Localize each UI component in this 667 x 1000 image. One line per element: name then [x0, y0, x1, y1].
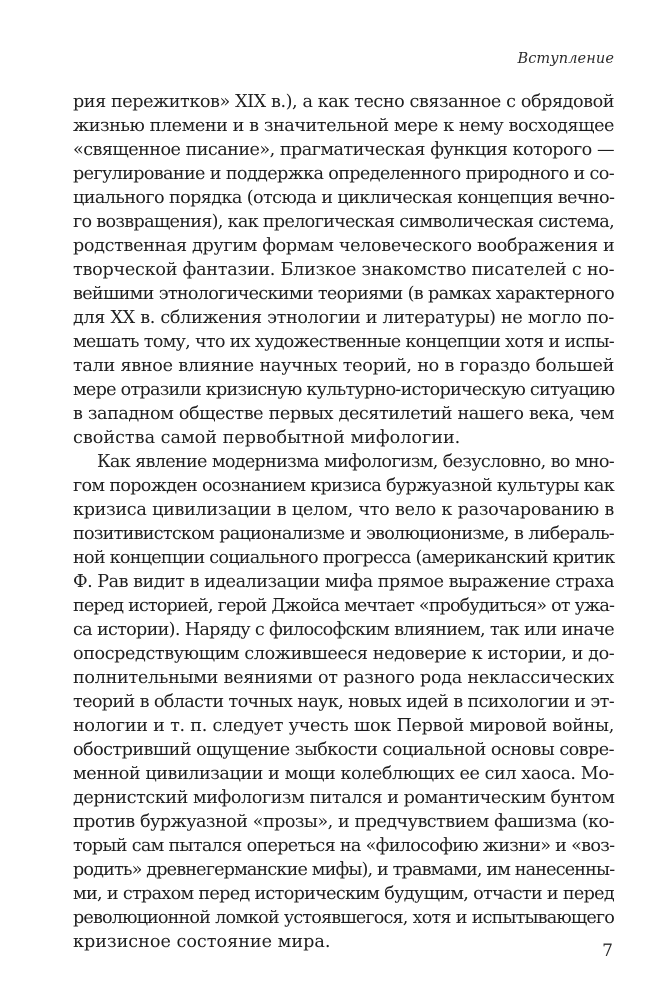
text-line: торый сам пытался опереться на «философию жизни» и «воз-	[73, 836, 615, 856]
text-line: ной концепции социального прогресса (американский критик	[73, 548, 615, 568]
text-line: свойства самой первобытной мифологии.	[73, 428, 461, 448]
text-line: циального порядка (отсюда и циклическая концепция вечно-	[73, 188, 615, 208]
text-line: са истории). Наряду с философским влиянием, так или иначе	[73, 620, 614, 640]
text-line: менной цивилизации и мощи колеблющих ее сил хаоса. Мо-	[73, 764, 614, 784]
paragraph-1	[73, 90, 614, 450]
text-line: го возвращения), как прелогическая символическая система,	[73, 212, 614, 232]
text-line: вейшими этнологическими теориями (в рамках характерного	[73, 284, 614, 304]
text-line: опосредствующим сложившееся недоверие к истории, и до-	[73, 644, 615, 664]
text-line: кризиса цивилизации в целом, что вело к разочарованию в	[73, 500, 614, 520]
text-line: регулирование и поддержка определенного природного и со-	[73, 164, 614, 184]
text-line: позитивистском рационализме и эволюционизме, в либераль-	[73, 524, 614, 544]
body-text	[73, 90, 614, 954]
text-line: тали явное влияние научных теорий, но в гораздо большей	[73, 356, 614, 376]
text-line: дернистский мифологизм питался и романтическим бунтом	[73, 788, 615, 808]
page-number: 7	[602, 941, 613, 961]
text-line: Как явление модернизма мифологизм, безусловно, во мно-	[97, 452, 614, 472]
running-head-title: Вступление	[517, 51, 614, 67]
text-line: полнительными веяниями от разного рода неклассических	[73, 668, 614, 688]
text-line: родить» древнегерманские мифы), и травмами, им нанесенны-	[73, 860, 615, 880]
text-line: в западном обществе первых десятилетий нашего века, чем	[73, 404, 614, 424]
text-line: для XX в. сближения этнологии и литературы) не могло по-	[73, 308, 614, 328]
text-line: жизнью племени и в значительной мере к нему восходящее	[73, 116, 614, 136]
text-line: мешать тому, что их художественные концепции хотя и испы-	[73, 332, 614, 352]
text-line: Ф. Рав видит в идеализации мифа прямое выражение страха	[73, 572, 615, 592]
text-line: перед историей, герой Джойса мечтает «пробудиться» от ужа-	[73, 596, 614, 616]
text-line: «священное писание», прагматическая функция которого —	[73, 140, 614, 160]
text-line: нологии и т. п. следует учесть шок Первой мировой войны,	[73, 716, 614, 736]
text-line: кризисное состояние мира.	[73, 932, 331, 952]
text-line: творческой фантазии. Близкое знакомство писателей с но-	[73, 260, 615, 280]
text-line: мере отразили кризисную культурно-историческую ситуацию	[73, 380, 615, 400]
text-line: гом порожден осознанием кризиса буржуазной культуры как	[73, 476, 614, 496]
paragraph-2	[73, 450, 614, 954]
text-line: родственная другим формам человеческого воображения и	[73, 236, 615, 256]
text-line: теорий в области точных наук, новых идей в психологии и эт-	[73, 692, 614, 712]
text-line: рия пережитков» XIX в.), а как тесно связанное с обрядовой	[73, 92, 614, 112]
text-line: против буржуазной «прозы», и предчувствием фашизма (ко-	[73, 812, 614, 832]
text-line: революционной ломкой устоявшегося, хотя и испытывающего	[73, 908, 614, 928]
text-line: ми, и страхом перед историческим будущим, отчасти и перед	[73, 884, 614, 904]
text-line: обостривший ощущение зыбкости социальной основы совре-	[73, 740, 614, 760]
